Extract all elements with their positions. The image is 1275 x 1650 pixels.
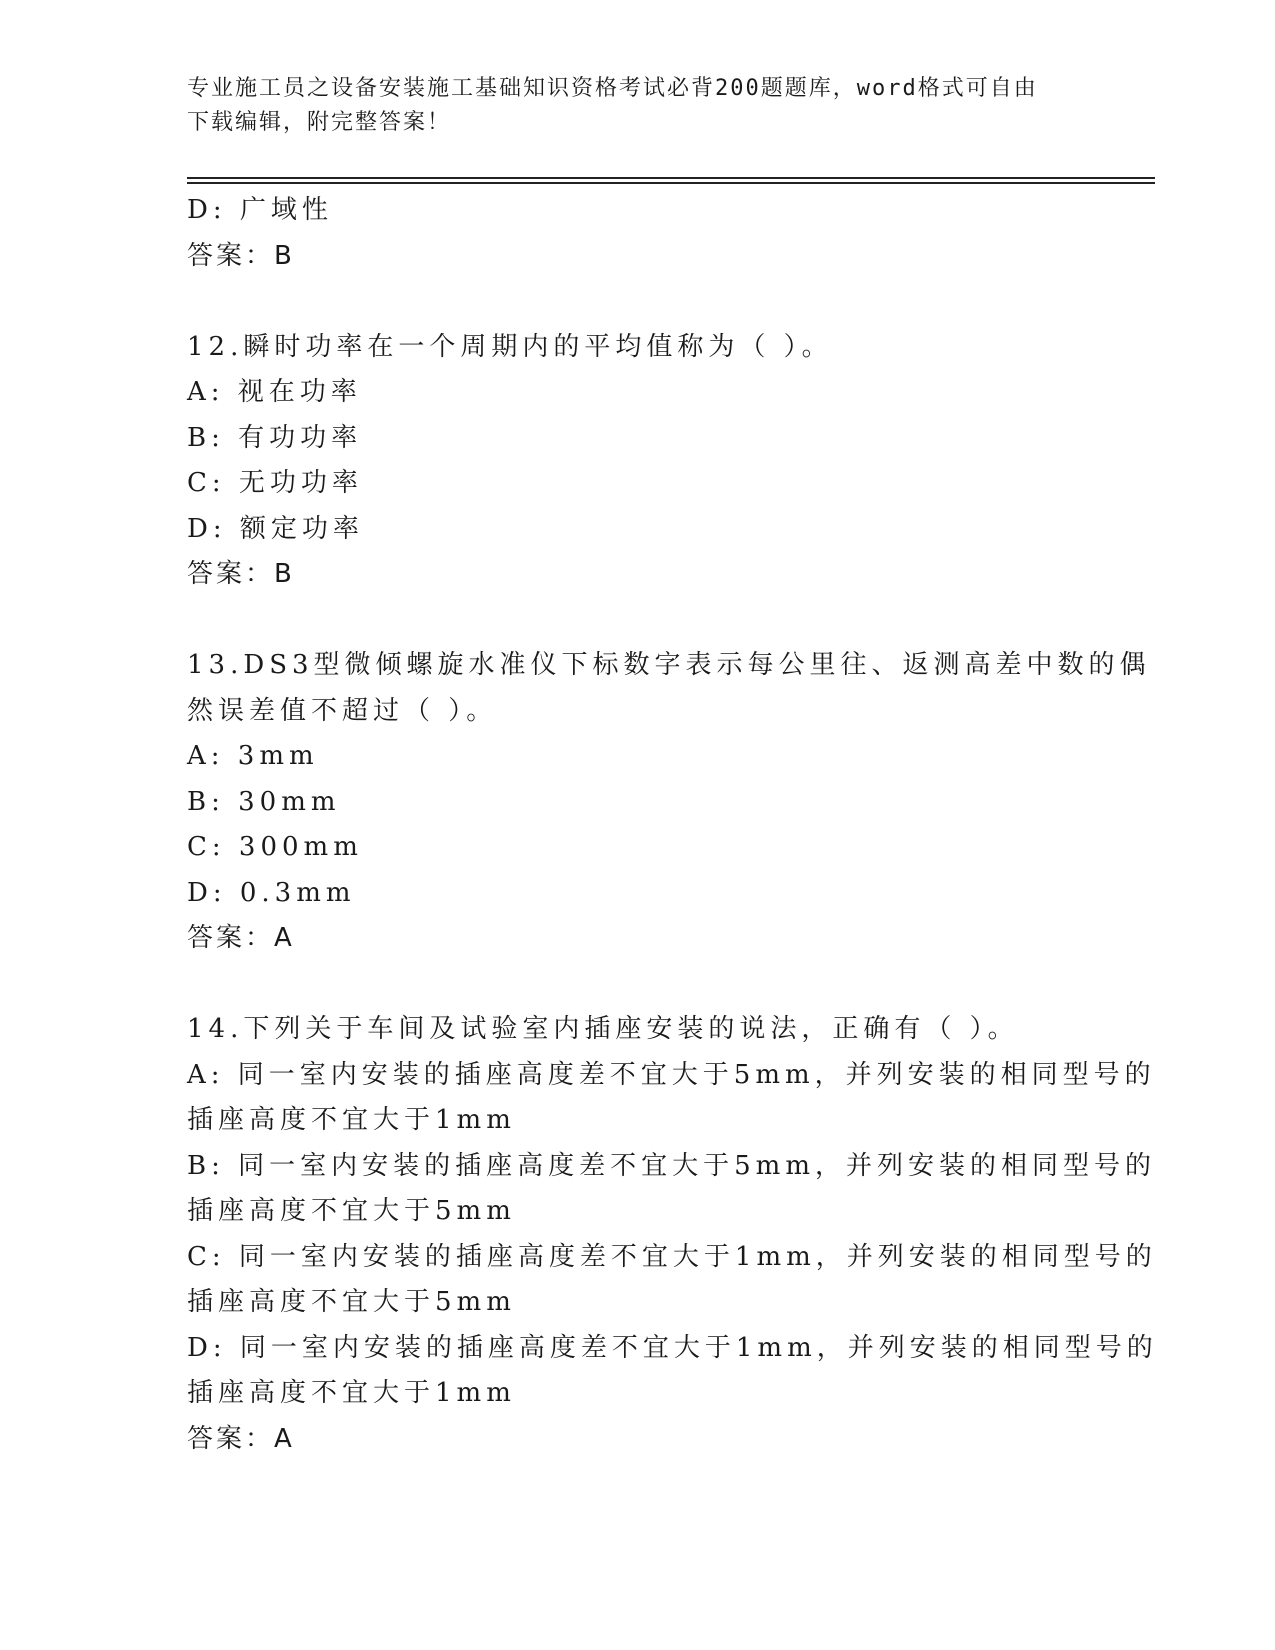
q12-option-c: C: 无功功率 (187, 468, 363, 498)
question-11-tail (187, 188, 1067, 279)
question-14 (187, 1007, 1158, 1462)
q13-option-b: B: 30mm (187, 786, 341, 817)
spacer (187, 598, 1067, 644)
spacer (187, 279, 1067, 325)
q13-option-d: D: 0.3mm (187, 877, 356, 908)
q14-option-a-line-2: 插座高度不宜大于1mm (187, 1105, 516, 1135)
spacer (187, 962, 1067, 1008)
question-content (187, 188, 1158, 1462)
q14-option-b-line-1: B: 同一室内安装的插座高度差不宜大于5mm，并列安装的相同型号的 (187, 1150, 1156, 1181)
q13-option-c: C: 300mm (187, 832, 363, 862)
q12-option-b: B: 有功功率 (187, 422, 363, 453)
q14-answer: 答案：A (187, 1423, 295, 1454)
q14-option-c-line-1: C: 同一室内安装的插座高度差不宜大于1mm，并列安装的相同型号的 (187, 1241, 1157, 1272)
q14-option-b-line-2: 插座高度不宜大于5mm (187, 1196, 516, 1226)
q14-option-c-line-2: 插座高度不宜大于5mm (187, 1287, 516, 1317)
header-divider-bottom (187, 182, 1155, 184)
q12-option-d: D: 额定功率 (187, 513, 364, 544)
q12-answer: 答案：B (187, 559, 295, 589)
q13-stem-line-1: 13.DS3型微倾螺旋水准仪下标数字表示每公里往、返测高差中数的偶 (187, 650, 1151, 680)
q14-stem: 14.下列关于车间及试验室内插座安装的说法，正确有（ ）。 (187, 1014, 1019, 1044)
q13-option-a: A: 3mm (187, 741, 319, 771)
question-13 (187, 643, 1151, 962)
q12-stem: 12.瞬时功率在一个周期内的平均值称为（ ）。 (187, 331, 833, 362)
header-divider-top (187, 177, 1155, 179)
q13-stem-line-2: 然误差值不超过（ ）。 (187, 695, 498, 726)
question-12 (187, 325, 1067, 598)
header-line-1: 专业施工员之设备安装施工基础知识资格考试必背200题题库，word格式可自由 (187, 76, 1038, 101)
q14-option-d-line-2: 插座高度不宜大于1mm (187, 1378, 516, 1408)
header-line-2: 下载编辑，附完整答案！ (187, 110, 452, 135)
q11-option-d: D: 广域性 (187, 195, 333, 225)
document-header (187, 72, 1067, 140)
q14-option-d-line-1: D: 同一室内安装的插座高度差不宜大于1mm，并列安装的相同型号的 (187, 1332, 1158, 1363)
q11-answer: 答案：B (187, 240, 295, 271)
q14-option-a-line-1: A: 同一室内安装的插座高度差不宜大于5mm，并列安装的相同型号的 (187, 1059, 1156, 1090)
q12-option-a: A: 视在功率 (187, 377, 362, 407)
q13-answer: 答案：A (187, 923, 295, 953)
